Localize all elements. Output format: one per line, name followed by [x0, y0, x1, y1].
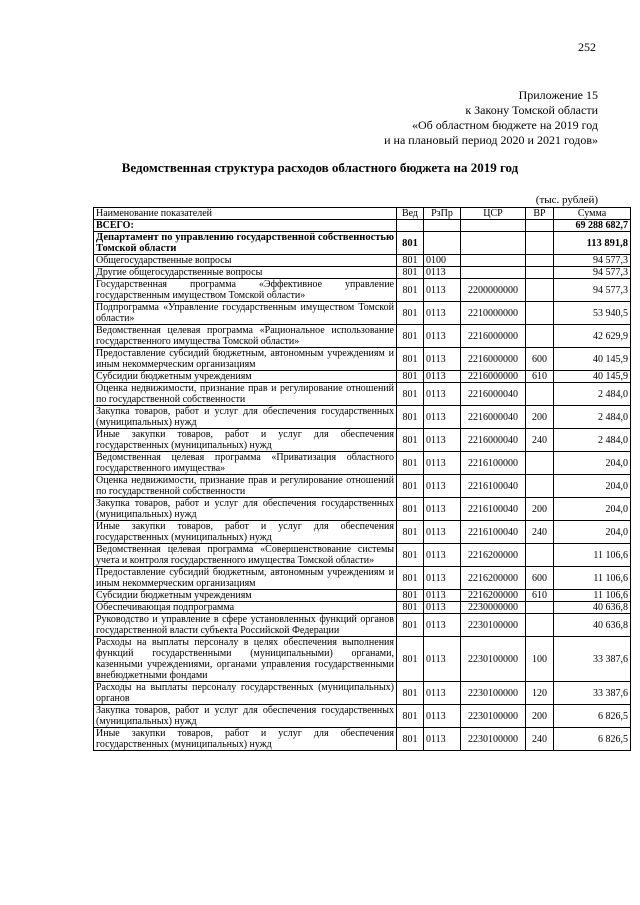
row-sum: 204,0 — [554, 452, 631, 475]
row-csr: 2210000000 — [461, 302, 526, 325]
row-vr — [526, 255, 554, 267]
row-sum: 53 940,5 — [554, 302, 631, 325]
table-row — [94, 429, 631, 452]
row-name: Оценка недвижимости, признание прав и регулирование отношений по государственной собственности — [94, 383, 397, 406]
table-row — [94, 371, 631, 383]
row-rzpr: 0113 — [424, 406, 461, 429]
row-name: Иные закупки товаров, работ и услуг для обеспечения государственных (муниципальных) нужд — [94, 521, 397, 544]
row-ved: 801 — [397, 544, 424, 567]
header-rzpr: РзПр — [424, 208, 461, 220]
row-rzpr: 0113 — [424, 429, 461, 452]
row-ved: 801 — [397, 406, 424, 429]
table-row — [94, 452, 631, 475]
row-ved: 801 — [397, 348, 424, 371]
row-csr: 2216200000 — [461, 544, 526, 567]
row-sum: 11 106,6 — [554, 590, 631, 602]
row-ved: 801 — [397, 232, 424, 255]
total-label: ВСЕГО: — [94, 220, 397, 232]
row-csr: 2200000000 — [461, 279, 526, 302]
row-ved: 801 — [397, 302, 424, 325]
row-ved: 801 — [397, 452, 424, 475]
row-csr: 2230000000 — [461, 602, 526, 614]
row-vr: 600 — [526, 348, 554, 371]
row-vr: 200 — [526, 498, 554, 521]
row-name: Подпрограмма «Управление государственным имуществом Томской области» — [94, 302, 397, 325]
row-sum: 40 636,8 — [554, 602, 631, 614]
row-csr: 2230100000 — [461, 637, 526, 682]
appendix-header — [384, 88, 598, 148]
row-name: Департамент по управлению государственной собственностью Томской области — [94, 232, 397, 255]
row-vr: 610 — [526, 371, 554, 383]
header-vr: ВР — [526, 208, 554, 220]
row-csr: 2216100040 — [461, 498, 526, 521]
row-name: Ведомственная целевая программа «Рациональное использование государственного имущества Томской области» — [94, 325, 397, 348]
row-sum: 94 577,3 — [554, 279, 631, 302]
row-sum: 2 484,0 — [554, 429, 631, 452]
row-name: Предоставление субсидий бюджетным, автономным учреждениям и иным некоммерческим организациям — [94, 567, 397, 590]
row-csr: 2230100000 — [461, 705, 526, 728]
row-csr: 2230100000 — [461, 614, 526, 637]
appendix-line: и на плановый период 2020 и 2021 годов» — [384, 133, 598, 147]
row-rzpr: 0113 — [424, 475, 461, 498]
row-name: Расходы на выплаты персоналу государственных (муниципальных) органов — [94, 682, 397, 705]
row-rzpr: 0113 — [424, 705, 461, 728]
table-row — [94, 325, 631, 348]
row-csr: 2216100000 — [461, 452, 526, 475]
row-csr: 2216100040 — [461, 475, 526, 498]
row-ved: 801 — [397, 383, 424, 406]
row-csr: 2216000040 — [461, 383, 526, 406]
row-ved: 801 — [397, 279, 424, 302]
document-title: Ведомственная структура расходов областного бюджета на 2019 год — [121, 160, 519, 175]
row-sum: 2 484,0 — [554, 383, 631, 406]
row-vr: 200 — [526, 705, 554, 728]
row-ved: 801 — [397, 590, 424, 602]
table-row — [94, 637, 631, 682]
row-vr: 100 — [526, 637, 554, 682]
row-sum: 11 106,6 — [554, 567, 631, 590]
appendix-line: к Закону Томской области — [465, 103, 598, 117]
row-csr — [461, 255, 526, 267]
unit-label: (тыс. рублей) — [535, 194, 598, 206]
row-sum: 33 387,6 — [554, 637, 631, 682]
row-sum: 33 387,6 — [554, 682, 631, 705]
row-sum: 94 577,3 — [554, 255, 631, 267]
row-csr: 2216200000 — [461, 567, 526, 590]
row-name: Субсидии бюджетным учреждениям — [94, 590, 397, 602]
table-header-row — [94, 208, 631, 220]
row-sum: 11 106,6 — [554, 544, 631, 567]
row-name: Предоставление субсидий бюджетным, автономным учреждениям и иным некоммерческим организациям — [94, 348, 397, 371]
row-vr — [526, 544, 554, 567]
row-name: Государственная программа «Эффективное управление государственным имуществом Томской области» — [94, 279, 397, 302]
table-row — [94, 255, 631, 267]
row-sum: 204,0 — [554, 521, 631, 544]
row-rzpr — [424, 232, 461, 255]
row-sum: 113 891,8 — [554, 232, 631, 255]
row-ved: 801 — [397, 728, 424, 751]
row-vr — [526, 267, 554, 279]
row-ved: 801 — [397, 255, 424, 267]
table-row — [94, 590, 631, 602]
row-vr — [526, 602, 554, 614]
row-sum: 6 826,5 — [554, 705, 631, 728]
row-name: Обеспечивающая подпрограмма — [94, 602, 397, 614]
row-name: Закупка товаров, работ и услуг для обеспечения государственных (муниципальных) нужд — [94, 705, 397, 728]
row-rzpr: 0113 — [424, 348, 461, 371]
row-rzpr: 0113 — [424, 383, 461, 406]
table-row — [94, 521, 631, 544]
row-vr: 120 — [526, 682, 554, 705]
row-csr: 2216000040 — [461, 406, 526, 429]
row-name: Субсидии бюджетным учреждениям — [94, 371, 397, 383]
table-row — [94, 614, 631, 637]
row-name: Руководство и управление в сфере установленных функций органов государственной власти субъекта Российской Федерации — [94, 614, 397, 637]
row-rzpr: 0113 — [424, 267, 461, 279]
row-vr — [526, 452, 554, 475]
row-ved: 801 — [397, 705, 424, 728]
table-row — [94, 348, 631, 371]
row-sum: 204,0 — [554, 498, 631, 521]
row-csr — [461, 232, 526, 255]
table-row — [94, 602, 631, 614]
row-csr: 2230100000 — [461, 682, 526, 705]
row-ved: 801 — [397, 429, 424, 452]
row-vr: 240 — [526, 521, 554, 544]
table-row — [94, 682, 631, 705]
row-name: Ведомственная целевая программа «Совершенствование системы учета и контроля государственного имущества Томской области» — [94, 544, 397, 567]
row-sum: 6 826,5 — [554, 728, 631, 751]
table-row — [94, 475, 631, 498]
table-row — [94, 279, 631, 302]
row-vr — [526, 232, 554, 255]
header-ved: Вед — [397, 208, 424, 220]
row-ved: 801 — [397, 682, 424, 705]
row-sum: 2 484,0 — [554, 406, 631, 429]
row-sum: 40 145,9 — [554, 348, 631, 371]
row-name: Закупка товаров, работ и услуг для обеспечения государственных (муниципальных) нужд — [94, 406, 397, 429]
row-vr: 240 — [526, 429, 554, 452]
row-ved: 801 — [397, 567, 424, 590]
row-csr: 2216100040 — [461, 521, 526, 544]
row-sum: 94 577,3 — [554, 267, 631, 279]
row-name: Иные закупки товаров, работ и услуг для обеспечения государственных (муниципальных) нужд — [94, 429, 397, 452]
row-name: Закупка товаров, работ и услуг для обеспечения государственных (муниципальных) нужд — [94, 498, 397, 521]
row-vr — [526, 302, 554, 325]
header-name: Наименование показателей — [94, 208, 397, 220]
row-csr: 2216200000 — [461, 590, 526, 602]
row-rzpr: 0113 — [424, 602, 461, 614]
row-ved: 801 — [397, 325, 424, 348]
appendix-line: Приложение 15 — [518, 88, 598, 102]
table-row — [94, 232, 631, 255]
table-row — [94, 267, 631, 279]
table-row — [94, 383, 631, 406]
table-row — [94, 705, 631, 728]
row-rzpr: 0113 — [424, 521, 461, 544]
table-row — [94, 567, 631, 590]
row-name: Ведомственная целевая программа «Приватизация областного государственного имущества» — [94, 452, 397, 475]
row-rzpr: 0113 — [424, 544, 461, 567]
row-rzpr: 0113 — [424, 498, 461, 521]
row-csr: 2216000040 — [461, 429, 526, 452]
row-ved: 801 — [397, 602, 424, 614]
row-rzpr: 0113 — [424, 371, 461, 383]
header-sum: Сумма — [554, 208, 631, 220]
page-number: 252 — [578, 40, 596, 54]
row-name: Иные закупки товаров, работ и услуг для обеспечения государственных (муниципальных) нужд — [94, 728, 397, 751]
row-name: Расходы на выплаты персоналу в целях обеспечения выполнения функций государственными (муниципальными) органами, казенными учреждениями, органами управления государственными внебюджетными фондами — [94, 637, 397, 682]
row-ved: 801 — [397, 614, 424, 637]
row-csr: 2216000000 — [461, 348, 526, 371]
row-name: Другие общегосударственные вопросы — [94, 267, 397, 279]
row-vr — [526, 325, 554, 348]
row-vr — [526, 614, 554, 637]
row-ved: 801 — [397, 475, 424, 498]
row-name: Общегосударственные вопросы — [94, 255, 397, 267]
table-row — [94, 302, 631, 325]
table-row — [94, 728, 631, 751]
row-rzpr: 0113 — [424, 728, 461, 751]
row-csr: 2216000000 — [461, 325, 526, 348]
total-sum: 69 288 682,7 — [554, 220, 631, 232]
row-vr — [526, 475, 554, 498]
budget-table — [93, 207, 631, 751]
appendix-line: «Об областном бюджете на 2019 год — [412, 118, 598, 132]
row-name: Оценка недвижимости, признание прав и регулирование отношений по государственной собственности — [94, 475, 397, 498]
row-vr — [526, 383, 554, 406]
row-vr: 240 — [526, 728, 554, 751]
row-rzpr: 0113 — [424, 614, 461, 637]
row-vr — [526, 279, 554, 302]
row-sum: 42 629,9 — [554, 325, 631, 348]
row-rzpr: 0113 — [424, 452, 461, 475]
row-rzpr: 0113 — [424, 682, 461, 705]
row-ved: 801 — [397, 637, 424, 682]
total-row — [94, 220, 631, 232]
row-rzpr: 0113 — [424, 279, 461, 302]
row-rzpr: 0113 — [424, 590, 461, 602]
row-rzpr: 0113 — [424, 325, 461, 348]
row-csr: 2216000000 — [461, 371, 526, 383]
header-csr: ЦСР — [461, 208, 526, 220]
row-vr: 200 — [526, 406, 554, 429]
row-ved: 801 — [397, 267, 424, 279]
row-vr: 610 — [526, 590, 554, 602]
row-rzpr: 0113 — [424, 302, 461, 325]
row-ved: 801 — [397, 521, 424, 544]
row-sum: 40 145,9 — [554, 371, 631, 383]
row-rzpr: 0113 — [424, 637, 461, 682]
row-sum: 40 636,8 — [554, 614, 631, 637]
row-sum: 204,0 — [554, 475, 631, 498]
row-csr: 2230100000 — [461, 728, 526, 751]
row-ved: 801 — [397, 498, 424, 521]
row-rzpr: 0113 — [424, 567, 461, 590]
row-ved: 801 — [397, 371, 424, 383]
table-row — [94, 544, 631, 567]
table-row — [94, 406, 631, 429]
row-csr — [461, 267, 526, 279]
table-row — [94, 498, 631, 521]
row-vr: 600 — [526, 567, 554, 590]
row-rzpr: 0100 — [424, 255, 461, 267]
